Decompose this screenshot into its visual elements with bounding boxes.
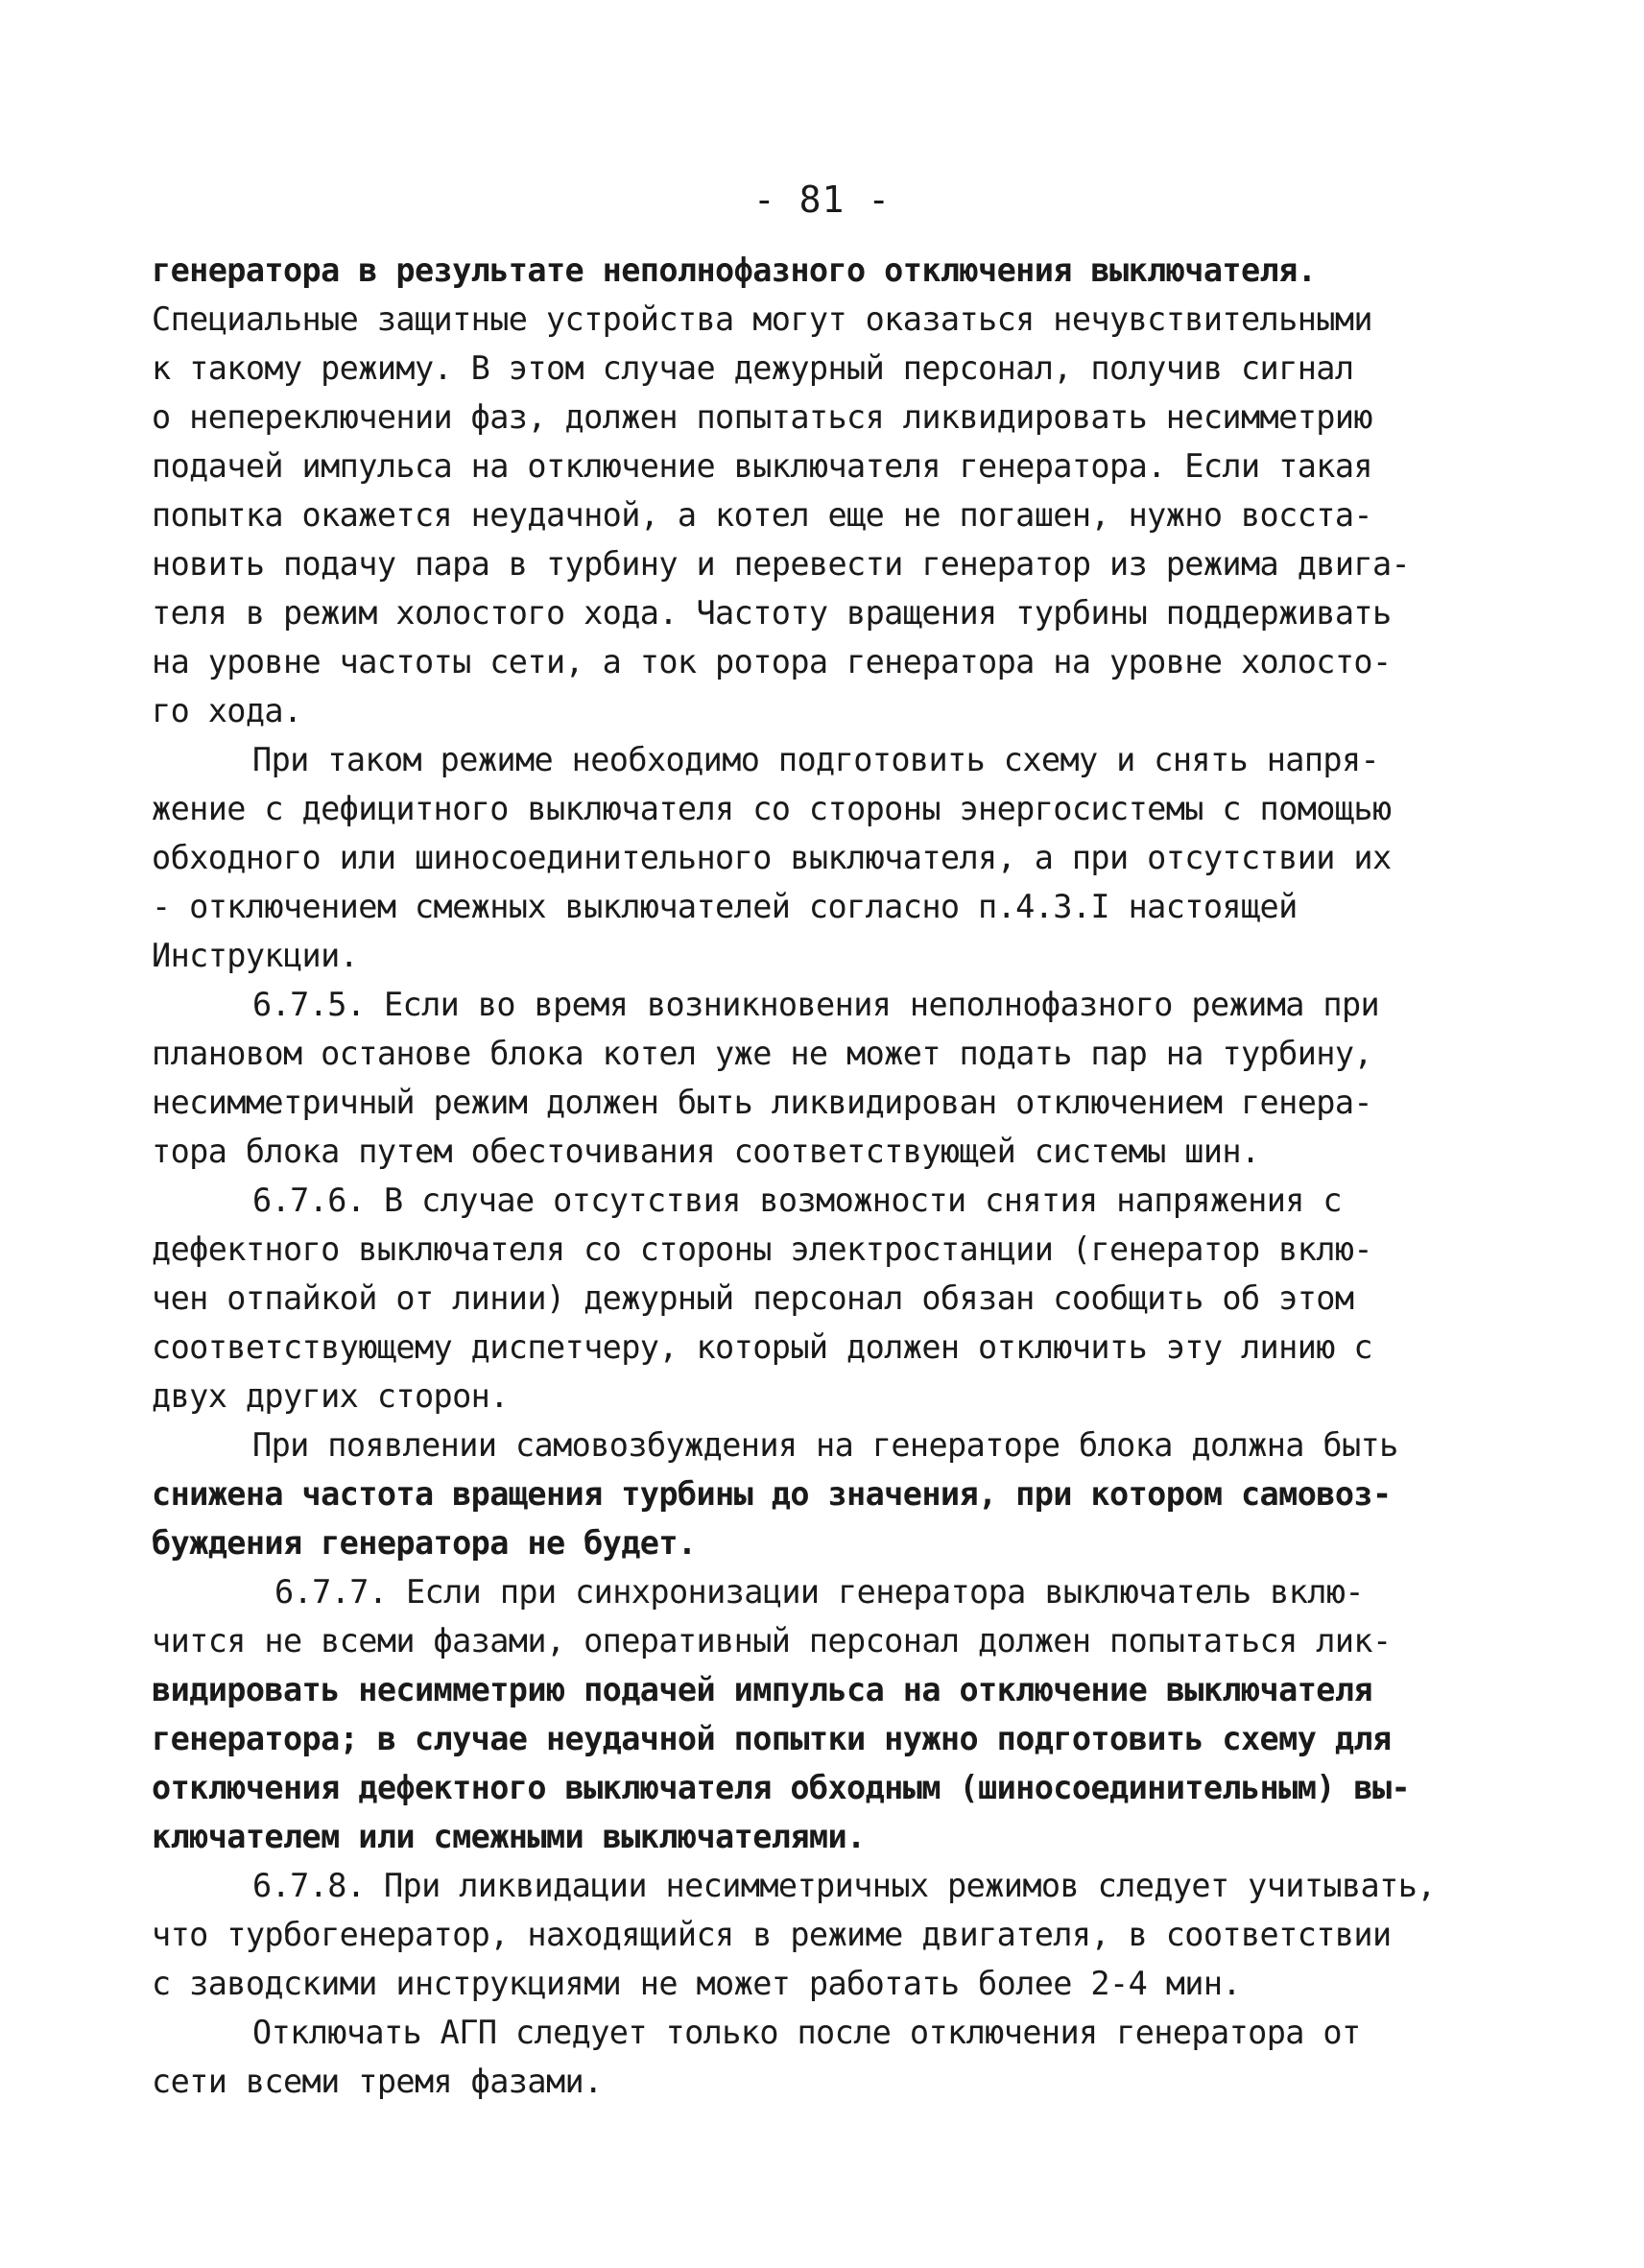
text-line: видировать несимметрию подачей импульса на отключение выключателя bbox=[152, 1671, 1372, 1708]
text-line: Отключать АГП следует только после отключения генератора от bbox=[252, 2014, 1361, 2051]
body-text bbox=[152, 246, 1505, 2106]
text-line: двух других сторон. bbox=[152, 1377, 509, 1415]
text-line: попытка окажется неудачной, а котел еще не погашен, нужно восста- bbox=[152, 496, 1372, 534]
text-line: соответствующему диспетчеру, который должен отключить эту линию с bbox=[152, 1328, 1372, 1366]
text-line: отключения дефектного выключателя обходным (шиносоединительным) вы- bbox=[152, 1769, 1411, 1806]
text-line: - отключением смежных выключателей согласно п.4.3.I настоящей bbox=[152, 888, 1298, 925]
text-line: обходного или шиносоединительного выключателя, а при отсутствии их bbox=[152, 839, 1392, 876]
text-line: 6.7.8. При ликвидации несимметричных режимов следует учитывать, bbox=[252, 1867, 1436, 1904]
text-line: на уровне частоты сети, а ток ротора генератора на уровне холосто- bbox=[152, 643, 1392, 680]
text-line: теля в режим холостого хода. Частоту вращения турбины поддерживать bbox=[152, 594, 1392, 632]
page-number: - 81 - bbox=[752, 179, 892, 221]
text-line: подачей импульса на отключение выключателя генератора. Если такая bbox=[152, 447, 1372, 485]
text-line: При таком режиме необходимо подготовить схему и снять напря- bbox=[252, 741, 1380, 778]
text-line: 6.7.7. Если при синхронизации генератора выключатель вклю- bbox=[274, 1573, 1364, 1611]
text-line: несимметричный режим должен быть ликвидирован отключением генера- bbox=[152, 1084, 1372, 1121]
text-line: снижена частота вращения турбины до значения, при котором самовоз- bbox=[152, 1475, 1392, 1513]
text-line: чен отпайкой от линии) дежурный персонал обязан сообщить об этом bbox=[152, 1279, 1354, 1317]
text-line: плановом останове блока котел уже не может подать пар на турбину, bbox=[152, 1035, 1372, 1072]
text-line: о непереключении фаз, должен попытаться ликвидировать несимметрию bbox=[152, 398, 1372, 436]
text-line: к такому режиму. В этом случае дежурный персонал, получив сигнал bbox=[152, 349, 1354, 387]
text-line: Инструкции. bbox=[152, 937, 359, 974]
text-line: тора блока путем обесточивания соответствующей системы шин. bbox=[152, 1133, 1260, 1170]
text-line: жение с дефицитного выключателя со стороны энергосистемы с помощью bbox=[152, 790, 1392, 827]
text-line: ключателем или смежными выключателями. bbox=[152, 1818, 866, 1855]
text-line: новить подачу пара в турбину и перевести генератор из режима двига- bbox=[152, 545, 1411, 583]
text-line: Специальные защитные устройства могут оказаться нечувствительными bbox=[152, 300, 1372, 338]
text-line: генератора; в случае неудачной попытки нужно подготовить схему для bbox=[152, 1720, 1392, 1757]
text-line: с заводскими инструкциями не может работать более 2-4 мин. bbox=[152, 1965, 1241, 2002]
text-line: дефектного выключателя со стороны электростанции (генератор вклю- bbox=[152, 1230, 1372, 1268]
text-line: При появлении самовозбуждения на генераторе блока должна быть bbox=[252, 1426, 1398, 1464]
text-line: буждения генератора не будет. bbox=[152, 1524, 697, 1562]
text-line: чится не всеми фазами, оперативный персонал должен попытаться лик- bbox=[152, 1622, 1392, 1659]
text-line: го хода. bbox=[152, 692, 302, 729]
text-line: генератора в результате неполнофазного отключения выключателя. bbox=[152, 251, 1317, 289]
text-line: 6.7.6. В случае отсутствия возможности снятия напряжения с bbox=[252, 1182, 1342, 1219]
text-line: сети всеми тремя фазами. bbox=[152, 2063, 603, 2100]
text-line: что турбогенератор, находящийся в режиме двигателя, в соответствии bbox=[152, 1916, 1392, 1953]
text-line: 6.7.5. Если во время возникновения неполнофазного режима при bbox=[252, 986, 1380, 1023]
